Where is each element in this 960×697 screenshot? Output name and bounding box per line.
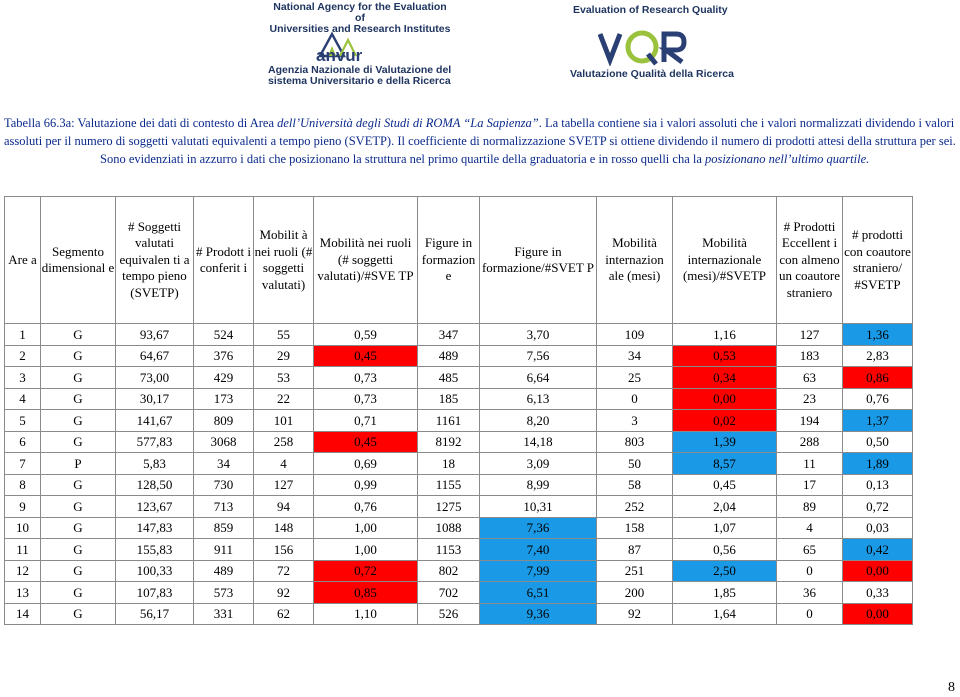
- table-cell: 0,00: [673, 388, 777, 410]
- table-cell: 1,39: [673, 431, 777, 453]
- header-mobility: Mobilit à nei ruoli (# soggetti valutati): [254, 197, 314, 324]
- table-cell: 25: [597, 367, 673, 389]
- table-cell: 1,36: [843, 324, 913, 346]
- table-cell: 123,67: [116, 496, 194, 518]
- table-cell: G: [41, 388, 116, 410]
- table-cell: 0,45: [314, 431, 418, 453]
- table-cell: 6: [5, 431, 41, 453]
- table-cell: G: [41, 410, 116, 432]
- table-cell: 0,13: [843, 474, 913, 496]
- header-training: Figure in formazion e: [418, 197, 480, 324]
- table-cell: 2,04: [673, 496, 777, 518]
- table-cell: P: [41, 453, 116, 475]
- caption-line-3: [100, 151, 869, 168]
- table-cell: 4: [777, 517, 843, 539]
- table-cell: 0,45: [314, 345, 418, 367]
- header-products: # Prodott i conferit i: [194, 197, 254, 324]
- table-cell: 3: [5, 367, 41, 389]
- table-cell: 17: [777, 474, 843, 496]
- table-cell: 1,64: [673, 603, 777, 625]
- table-cell: 11: [777, 453, 843, 475]
- table-cell: 34: [194, 453, 254, 475]
- table-cell: 577,83: [116, 431, 194, 453]
- table-cell: 809: [194, 410, 254, 432]
- table-cell: 1,85: [673, 582, 777, 604]
- table-cell: 101: [254, 410, 314, 432]
- table-body: [5, 324, 913, 625]
- table-cell: 0,50: [843, 431, 913, 453]
- table-header-row: [5, 197, 913, 324]
- table-cell: 22: [254, 388, 314, 410]
- table-cell: 911: [194, 539, 254, 561]
- table-cell: 56,17: [116, 603, 194, 625]
- table-cell: G: [41, 345, 116, 367]
- anvur-top-line2: Universities and Research Institutes: [269, 23, 451, 35]
- table-cell: 258: [254, 431, 314, 453]
- table-cell: 141,67: [116, 410, 194, 432]
- anvur-italian-name: [268, 65, 458, 87]
- table-cell: 4: [5, 388, 41, 410]
- table-cell: 72: [254, 560, 314, 582]
- table-cell: 7,36: [480, 517, 597, 539]
- table-row: [5, 539, 913, 561]
- table-cell: 8,20: [480, 410, 597, 432]
- table-cell: 11: [5, 539, 41, 561]
- table-cell: 489: [418, 345, 480, 367]
- table-cell: 1,00: [314, 517, 418, 539]
- table-cell: 0,86: [843, 367, 913, 389]
- table-cell: 1,16: [673, 324, 777, 346]
- table-cell: 524: [194, 324, 254, 346]
- table-cell: 252: [597, 496, 673, 518]
- table-row: [5, 453, 913, 475]
- table-cell: 8: [5, 474, 41, 496]
- table-cell: 173: [194, 388, 254, 410]
- header-mobility-svetp: Mobilità nei ruoli (# soggetti valutati)/#SVE TP: [314, 197, 418, 324]
- caption-line-3a: Sono evidenziati in azzurro i dati che posizionano la struttura nel primo quartile della graduatoria e in rosso quelli cha la: [100, 152, 706, 166]
- table-cell: G: [41, 431, 116, 453]
- table-cell: G: [41, 474, 116, 496]
- caption-line-3b: posizionano nell’ultimo quartile.: [705, 152, 870, 166]
- context-data-table: [4, 196, 913, 625]
- table-cell: 0,45: [673, 474, 777, 496]
- table-cell: 100,33: [116, 560, 194, 582]
- table-cell: G: [41, 517, 116, 539]
- table-cell: 1161: [418, 410, 480, 432]
- table-cell: 53: [254, 367, 314, 389]
- table-cell: 158: [597, 517, 673, 539]
- table-cell: 429: [194, 367, 254, 389]
- table-cell: 0,56: [673, 539, 777, 561]
- header-foreign-coauthor-svetp: # prodotti con coautore straniero/ #SVETP: [843, 197, 913, 324]
- table-cell: 0,73: [314, 367, 418, 389]
- caption-line-1c: . La tabella contiene sia i valori assoluti che i valori normalizzati dividendo i valori: [538, 116, 955, 130]
- header-intl-mobility: Mobilità internazion ale (mesi): [597, 197, 673, 324]
- table-cell: 2,83: [843, 345, 913, 367]
- table-cell: 128,50: [116, 474, 194, 496]
- table-cell: 6,64: [480, 367, 597, 389]
- table-cell: 50: [597, 453, 673, 475]
- table-cell: G: [41, 539, 116, 561]
- table-cell: 0,53: [673, 345, 777, 367]
- table-row: [5, 345, 913, 367]
- table-cell: 0: [597, 388, 673, 410]
- table-row: [5, 474, 913, 496]
- table-cell: 713: [194, 496, 254, 518]
- table-cell: 6,51: [480, 582, 597, 604]
- table-cell: 0: [777, 603, 843, 625]
- anvur-bottom-line1: Agenzia Nazionale di Valutazione del: [268, 64, 452, 76]
- table-cell: G: [41, 603, 116, 625]
- table-cell: 288: [777, 431, 843, 453]
- table-cell: 2,50: [673, 560, 777, 582]
- table-cell: 347: [418, 324, 480, 346]
- table-cell: 3: [597, 410, 673, 432]
- table-cell: 6,13: [480, 388, 597, 410]
- header-intl-mobility-svetp: Mobilità internazionale (mesi)/#SVETP: [673, 197, 777, 324]
- table-cell: G: [41, 496, 116, 518]
- table-cell: 1275: [418, 496, 480, 518]
- vqr-logo: [570, 4, 740, 84]
- table-cell: 7,56: [480, 345, 597, 367]
- table-cell: 147,83: [116, 517, 194, 539]
- table-cell: 92: [254, 582, 314, 604]
- table-cell: 2: [5, 345, 41, 367]
- table-cell: 34: [597, 345, 673, 367]
- table-row: [5, 367, 913, 389]
- caption-line-2: assoluti per il numero di soggetti valutati equivalenti a tempo pieno (SVETP). Il coefficiente di normalizzazione SVETP si ottiene dividendo il numero di prodotti attesi della struttura per sei.: [4, 134, 956, 148]
- table-row: [5, 324, 913, 346]
- table-cell: 5: [5, 410, 41, 432]
- table-row: [5, 410, 913, 432]
- table-row: [5, 603, 913, 625]
- header-area: Are a: [5, 197, 41, 324]
- header-training-svetp: Figure in formazione/#SVET P: [480, 197, 597, 324]
- table-cell: 1088: [418, 517, 480, 539]
- table-cell: 0,85: [314, 582, 418, 604]
- table-cell: 573: [194, 582, 254, 604]
- table-cell: 0,69: [314, 453, 418, 475]
- table-cell: 156: [254, 539, 314, 561]
- table-cell: 803: [597, 431, 673, 453]
- table-row: [5, 388, 913, 410]
- table-cell: 0: [777, 560, 843, 582]
- table-cell: 526: [418, 603, 480, 625]
- table-cell: 331: [194, 603, 254, 625]
- table-cell: 1,00: [314, 539, 418, 561]
- table-cell: 185: [418, 388, 480, 410]
- table-cell: G: [41, 367, 116, 389]
- table-cell: 107,83: [116, 582, 194, 604]
- table-cell: 376: [194, 345, 254, 367]
- table-cell: 3,09: [480, 453, 597, 475]
- table-cell: 109: [597, 324, 673, 346]
- table-cell: 8,99: [480, 474, 597, 496]
- table-cell: 0,59: [314, 324, 418, 346]
- table-cell: 3068: [194, 431, 254, 453]
- table-row: [5, 517, 913, 539]
- table-cell: 1153: [418, 539, 480, 561]
- table-cell: 0,71: [314, 410, 418, 432]
- table-cell: 702: [418, 582, 480, 604]
- table-cell: 730: [194, 474, 254, 496]
- table-cell: 802: [418, 560, 480, 582]
- table-cell: 58: [597, 474, 673, 496]
- table-cell: 859: [194, 517, 254, 539]
- table-cell: 194: [777, 410, 843, 432]
- table-cell: 9: [5, 496, 41, 518]
- table-cell: 0,76: [843, 388, 913, 410]
- anvur-top-line1: National Agency for the Evaluation of: [273, 1, 447, 24]
- table-cell: 89: [777, 496, 843, 518]
- table-cell: 0,33: [843, 582, 913, 604]
- table-cell: 7: [5, 453, 41, 475]
- table-row: [5, 431, 913, 453]
- table-cell: 63: [777, 367, 843, 389]
- table-cell: 1,89: [843, 453, 913, 475]
- table-cell: 92: [597, 603, 673, 625]
- table-cell: G: [41, 582, 116, 604]
- table-cell: 65: [777, 539, 843, 561]
- table-cell: 1,07: [673, 517, 777, 539]
- table-cell: 0,02: [673, 410, 777, 432]
- vqr-emblem-icon: [598, 26, 688, 66]
- table-cell: 62: [254, 603, 314, 625]
- table-row: [5, 582, 913, 604]
- table-cell: 5,83: [116, 453, 194, 475]
- table-cell: 0,76: [314, 496, 418, 518]
- table-cell: 0,72: [314, 560, 418, 582]
- table-cell: 251: [597, 560, 673, 582]
- table-cell: 93,67: [116, 324, 194, 346]
- table-cell: G: [41, 324, 116, 346]
- table-cell: 8192: [418, 431, 480, 453]
- table-cell: 36: [777, 582, 843, 604]
- header-excellent-products: # Prodotti Eccellent i con almeno un coautore straniero: [777, 197, 843, 324]
- table-cell: 13: [5, 582, 41, 604]
- caption-line-1: [4, 115, 954, 132]
- anvur-bottom-line2: sistema Universitario e della Ricerca: [268, 75, 451, 87]
- table-cell: 94: [254, 496, 314, 518]
- table-cell: 18: [418, 453, 480, 475]
- table-cell: 183: [777, 345, 843, 367]
- table-cell: 0,00: [843, 603, 913, 625]
- table-cell: 4: [254, 453, 314, 475]
- table-row: [5, 496, 913, 518]
- table-cell: 7,99: [480, 560, 597, 582]
- table-cell: 0,42: [843, 539, 913, 561]
- table-cell: 0,00: [843, 560, 913, 582]
- table-cell: 87: [597, 539, 673, 561]
- header-segment: Segmento dimensional e: [41, 197, 116, 324]
- table-cell: 29: [254, 345, 314, 367]
- caption-university: dell’Università degli Studi di ROMA “La Sapienza”: [277, 116, 539, 130]
- table-cell: 10,31: [480, 496, 597, 518]
- table-cell: 485: [418, 367, 480, 389]
- caption-line-1a: Tabella 66.3a: Valutazione dei dati di contesto di Area: [4, 116, 278, 130]
- table-cell: 127: [254, 474, 314, 496]
- table-cell: 155,83: [116, 539, 194, 561]
- table-cell: G: [41, 560, 116, 582]
- anvur-wordmark: anvur: [316, 46, 363, 65]
- table-cell: 55: [254, 324, 314, 346]
- table-cell: 73,00: [116, 367, 194, 389]
- table-cell: 3,70: [480, 324, 597, 346]
- table-cell: 0,73: [314, 388, 418, 410]
- table-cell: 489: [194, 560, 254, 582]
- table-cell: 0,34: [673, 367, 777, 389]
- table-cell: 12: [5, 560, 41, 582]
- vqr-italian-name: Valutazione Qualità della Ricerca: [570, 68, 734, 80]
- table-cell: 1155: [418, 474, 480, 496]
- table-cell: 64,67: [116, 345, 194, 367]
- table-cell: 200: [597, 582, 673, 604]
- page-number: 8: [948, 680, 955, 695]
- table-cell: 8,57: [673, 453, 777, 475]
- table-cell: 1: [5, 324, 41, 346]
- table-cell: 127: [777, 324, 843, 346]
- table-cell: 0,72: [843, 496, 913, 518]
- table-cell: 1,37: [843, 410, 913, 432]
- table-cell: 0,03: [843, 517, 913, 539]
- table-cell: 30,17: [116, 388, 194, 410]
- table-cell: 10: [5, 517, 41, 539]
- table-cell: 23: [777, 388, 843, 410]
- anvur-logo: [268, 2, 468, 88]
- table-cell: 14: [5, 603, 41, 625]
- header-svetp: # Soggetti valutati equivalen ti a tempo pieno (SVETP): [116, 197, 194, 324]
- table-cell: 148: [254, 517, 314, 539]
- table-cell: 7,40: [480, 539, 597, 561]
- table-cell: 0,99: [314, 474, 418, 496]
- vqr-english-name: Evaluation of Research Quality: [573, 4, 728, 16]
- table-cell: 1,10: [314, 603, 418, 625]
- table-row: [5, 560, 913, 582]
- table-cell: 14,18: [480, 431, 597, 453]
- table-cell: 9,36: [480, 603, 597, 625]
